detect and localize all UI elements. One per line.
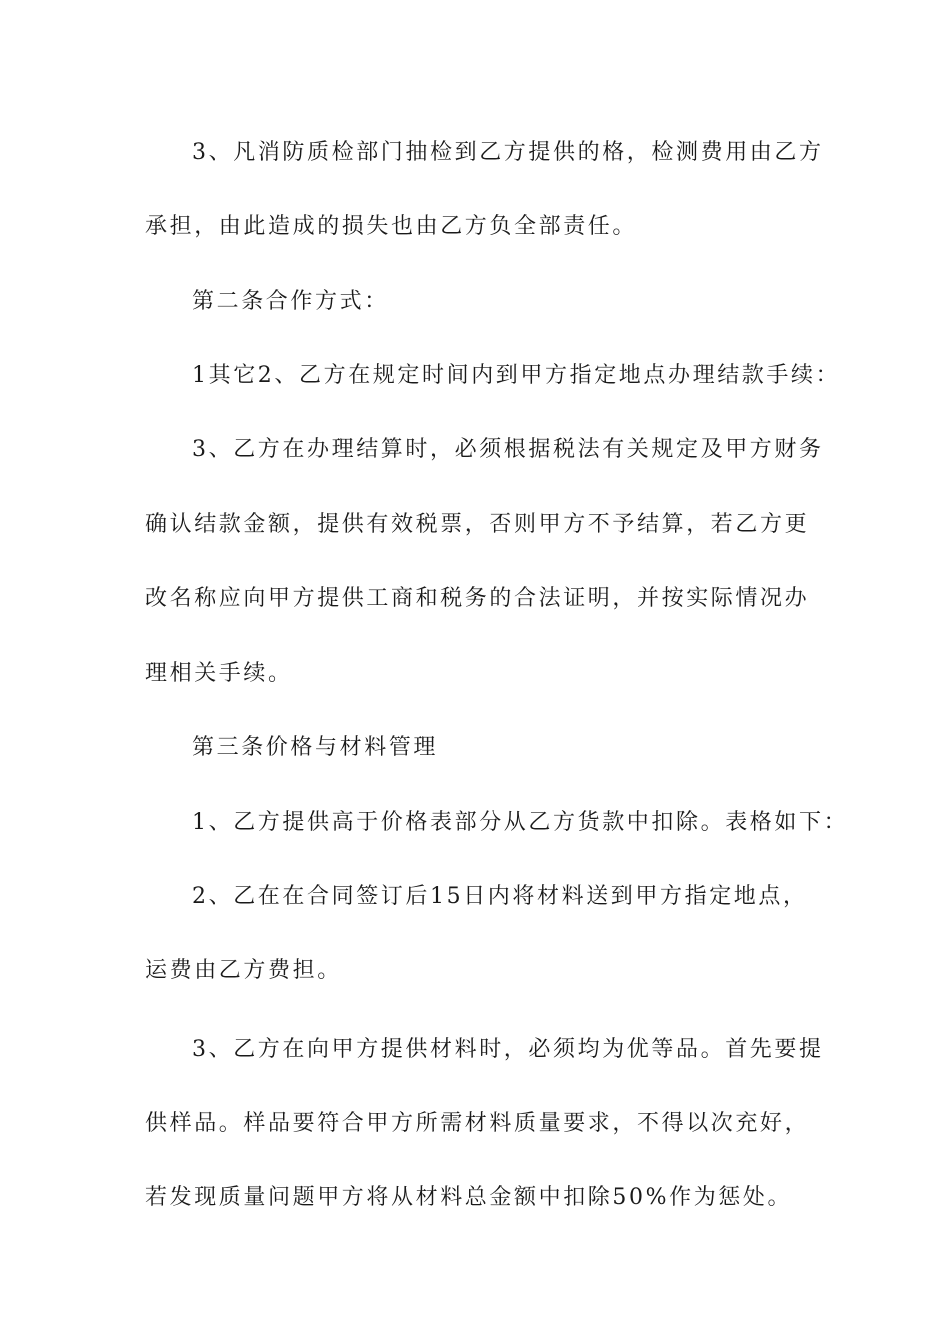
paragraph-line: 1、乙方提供高于价格表部分从乙方货款中扣除。表格如下： [192, 810, 849, 835]
paragraph-line: 2、乙在在合同签订后15日内将材料送到甲方指定地点， [192, 884, 808, 909]
paragraph-line: 1其它2、乙方在规定时间内到甲方指定地点办理结款手续： [192, 363, 841, 388]
paragraph-line: 3、乙方在办理结算时，必须根据税法有关规定及甲方财务 [192, 437, 824, 462]
paragraph-line: 改名称应向甲方提供工商和税务的合法证明，并按实际情况办 [145, 586, 810, 611]
paragraph-line: 运费由乙方费担。 [145, 958, 342, 983]
paragraph-line: 3、凡消防质检部门抽检到乙方提供的格，检测费用由乙方 [192, 140, 824, 165]
paragraph-line: 承担，由此造成的损失也由乙方负全部责任。 [145, 214, 638, 239]
section-heading: 第二条合作方式： [192, 289, 389, 314]
paragraph-line: 确认结款金额，提供有效税票，否则甲方不予结算，若乙方更 [145, 512, 810, 537]
section-heading: 第三条价格与材料管理 [192, 735, 439, 760]
paragraph-line: 若发现质量问题甲方将从材料总金额中扣除50%作为惩处。 [145, 1185, 793, 1210]
paragraph-line: 理相关手续。 [145, 661, 293, 686]
paragraph-line: 供样品。样品要符合甲方所需材料质量要求，不得以次充好， [145, 1111, 810, 1136]
paragraph-line: 3、乙方在向甲方提供材料时，必须均为优等品。首先要提 [192, 1037, 824, 1062]
